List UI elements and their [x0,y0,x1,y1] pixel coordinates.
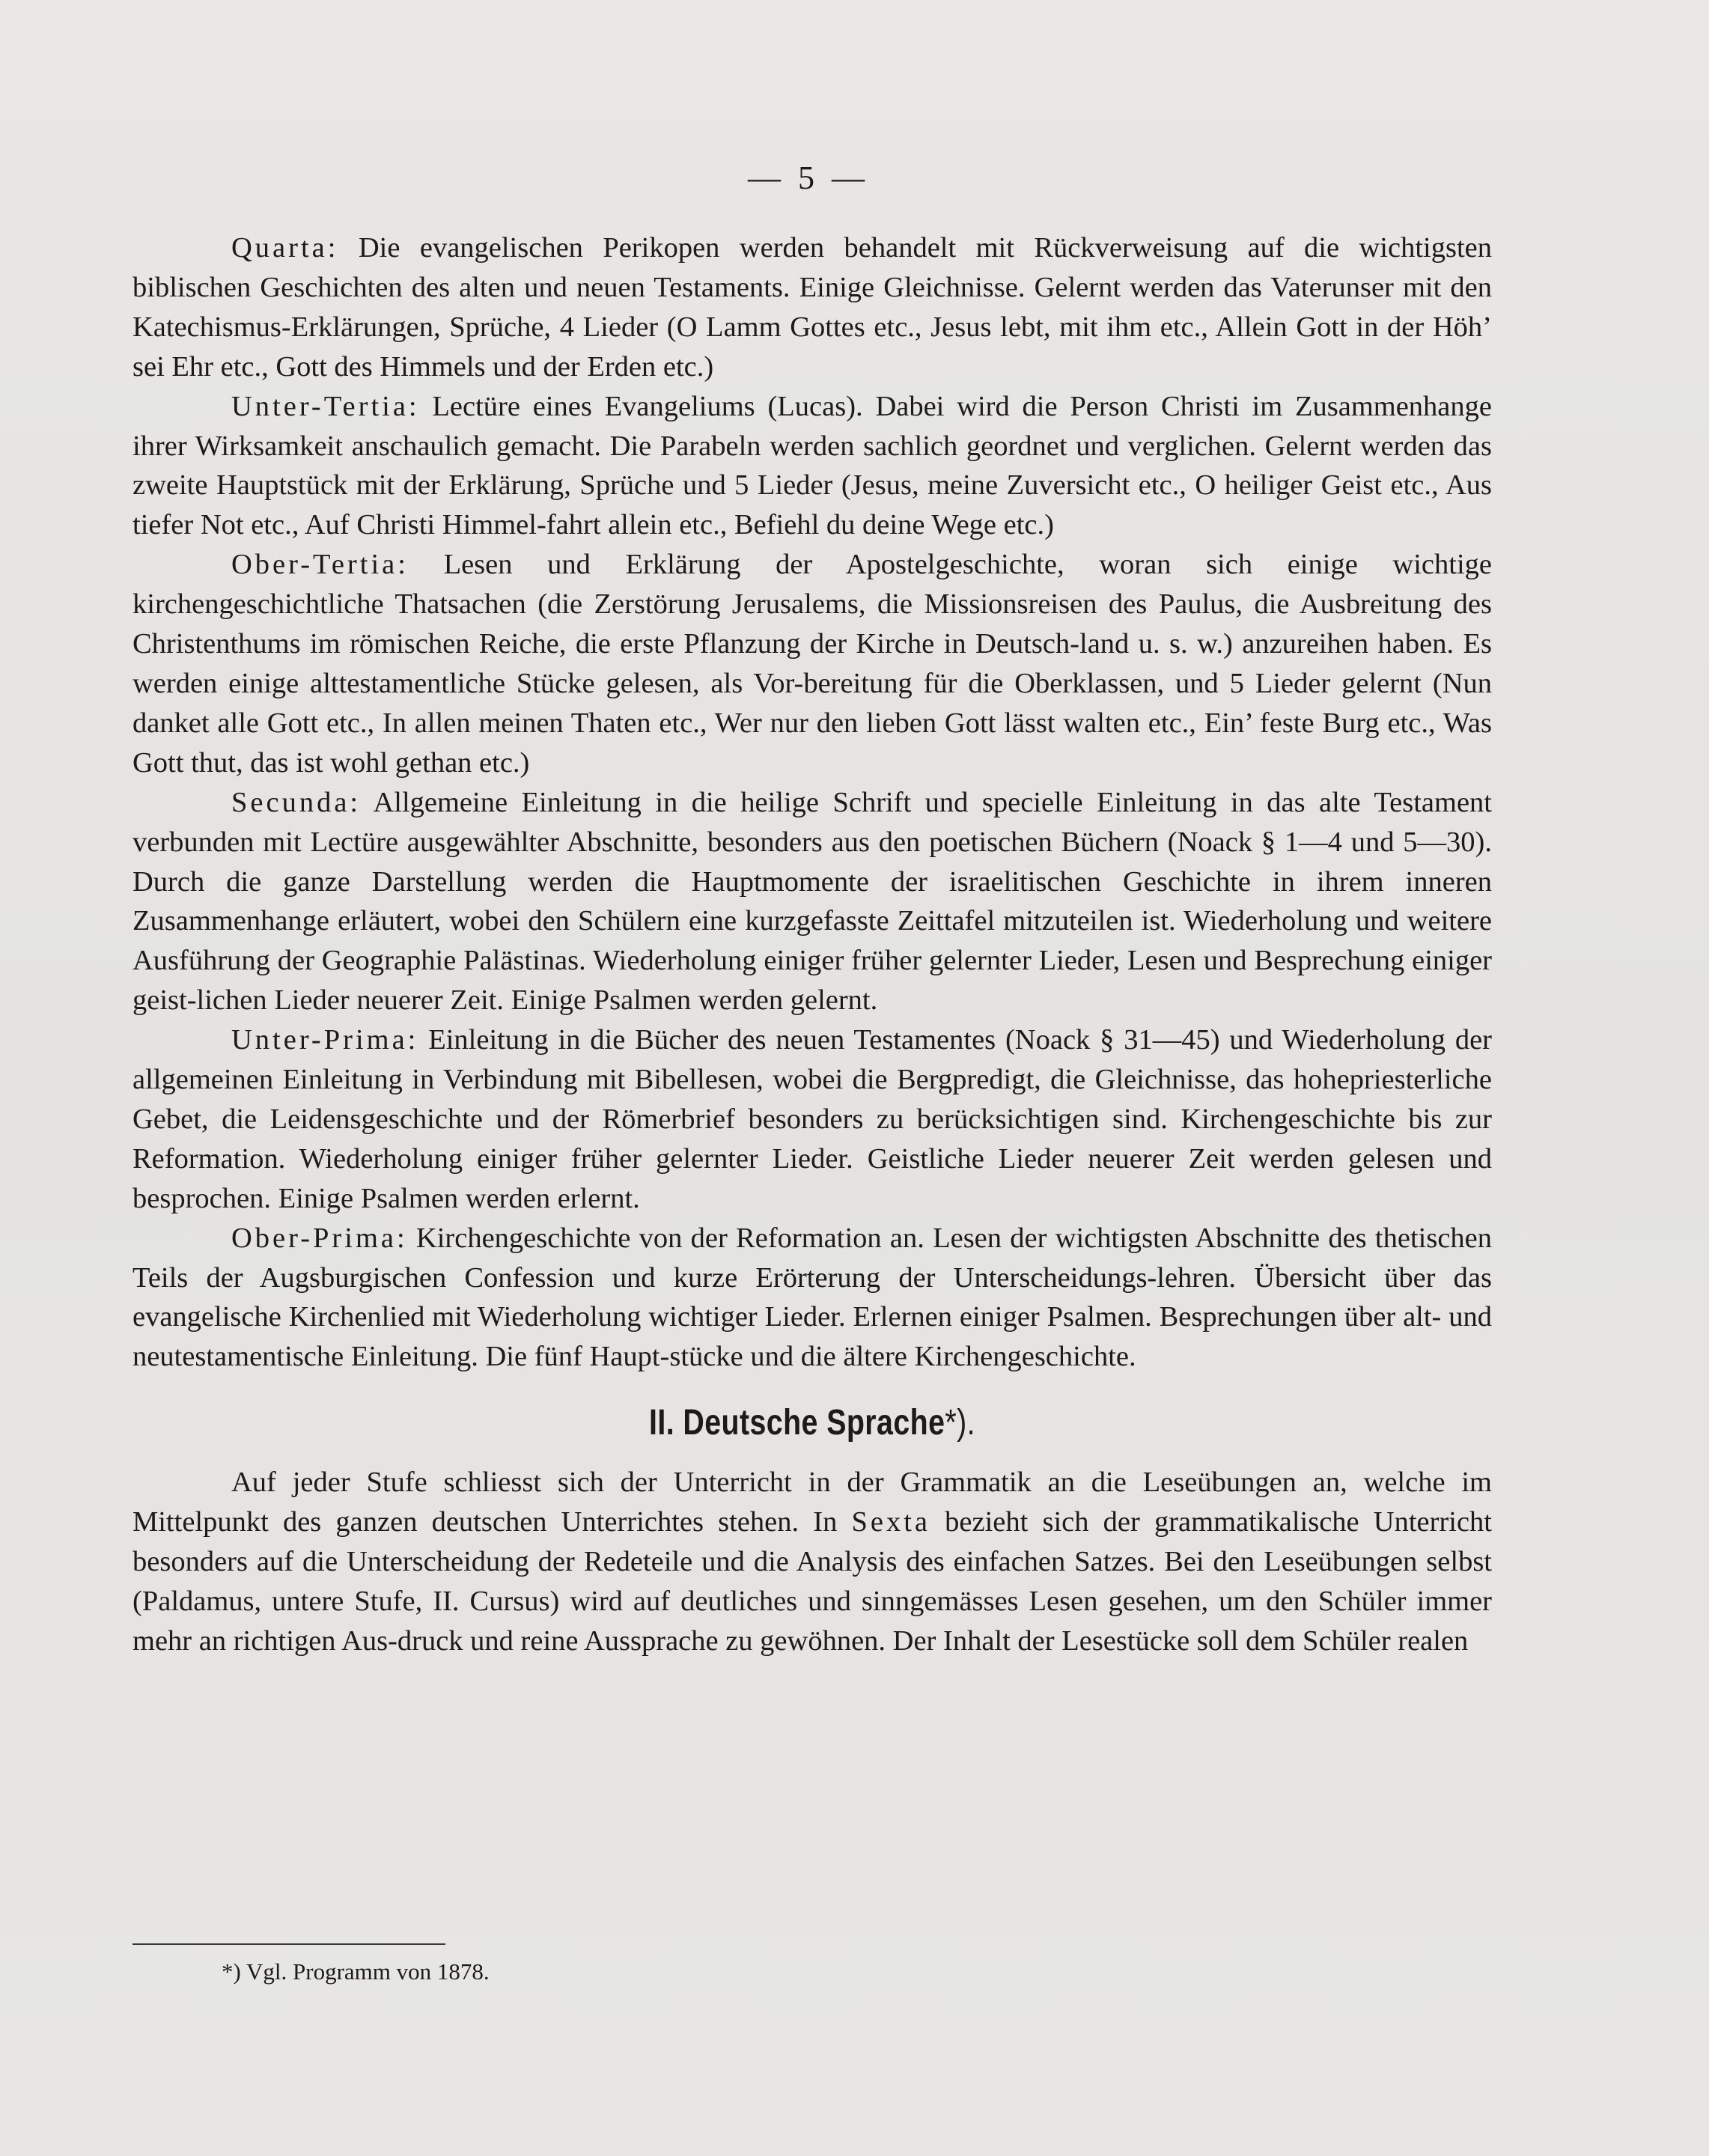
paragraph-ober-tertia [132,545,1492,782]
paragraph-unter-tertia [132,387,1492,546]
class-level-label: Ober-Prima: [231,1222,408,1254]
paragraph-text: bezieht sich der grammatikalische Unterricht besonders auf die Unterscheidung der Redeteile und die Analysis des einfachen Satzes. Bei den Leseübungen selbst (Paldamus, untere Stufe, II. Cursus) wird auf deutliches und sinngemässes Lesen gesehen, um den Schüler immer mehr an richtigen Aus-druck und reine Aussprache zu gewöhnen. Der Inhalt der Lesestücke soll dem Schüler realen [132,1506,1493,1657]
paragraph-text: Die evangelischen Perikopen werden behandelt mit Rückverweisung auf die wichtigsten biblischen Geschichten des alten und neuen Testaments. Einige Gleichnisse. Gelernt werden das Vaterunser mit den Katechismus-Erklärungen, Sprüche, 4 Lieder (O Lamm Gottes etc., Jesus lebt, mit ihm etc., Allein Gott in der Höh’ sei Ehr etc., Gott des Himmels und der Erden etc.) [132,232,1492,383]
paragraph-text: Einleitung in die Bücher des neuen Testamentes (Noack § 31—45) und Wiederholung der allgemeinen Einleitung in Verbindung mit Bibellesen, wobei die Bergpredigt, die Gleichnisse, das hohepriesterliche Gebet, die Leidensgeschichte und der Römerbrief besonders zu berücksichtigen sind. Kirchengeschichte bis zur Reformation. Wiederholung einiger früher gelernter Lieder. Geistliche Lieder neuerer Zeit werden gelesen und besprochen. Einige Psalmen werden erlernt. [132,1024,1492,1214]
paragraph-text: Lectüre eines Evangeliums (Lucas). Dabei wird die Person Christi im Zusammenhange ihrer Wirksamkeit anschaulich gemacht. Die Parabeln werden sachlich geordnet und verglichen. Gelernt werden das zweite Hauptstück mit der Erklärung, Sprüche und 5 Lieder (Jesus, meine Zuversicht etc., O heiliger Geist etc., Aus tiefer Not etc., Auf Christi Himmel-fahrt allein etc., Befiehl du deine Wege etc.) [132,390,1492,541]
paragraph-quarta [132,228,1492,387]
main-text [132,228,1492,1661]
section-heading [255,1401,1369,1446]
class-level-label: Ober-Tertia: [231,549,409,581]
paragraph-text: Lesen und Erklärung der Apostelgeschichte, woran sich einige wichtige kirchengeschichtliche Thatsachen (die Zerstörung Jerusalems, die Missionsreisen des Paulus, die Ausbreitung des Christenthums im römischen Reiche, die erste Pflanzung der Kirche in Deutsch-land u. s. w.) anzureihen haben. Es werden einige alttestamentliche Stücke gelesen, als Vor-bereitung für die Oberklassen, und 5 Lieder gelernt (Nun danket alle Gott etc., In allen meinen Thaten etc., Wer nur den lieben Gott lässt walten etc., Ein’ feste Burg etc., Was Gott thut, das ist wohl gethan etc.) [132,549,1492,779]
footnote-divider [132,1943,445,1945]
class-level-label: Quarta: [231,232,339,264]
section-heading-text: II. Deutsche Sprache [649,1403,945,1443]
paragraph-deutsch-intro [132,1463,1492,1661]
paragraph-text: Kirchengeschichte von der Reformation an. Lesen der wichtigsten Abschnitte des thetischen Teils der Augsburgischen Confession und kurze Erörterung der Unterscheidungs-lehren. Übersicht über das evangelische Kirchenlied mit Wiederholung wichtiger Lieder. Erlernen einiger Psalmen. Besprechungen über alt- und neutestamentische Einleitung. Die fünf Haupt-stücke und die ältere Kirchengeschichte. [132,1222,1492,1373]
footnote: *) Vgl. Programm von 1878. [222,1958,490,1985]
class-level-label: Sexta [851,1506,931,1538]
paragraph-text: Auf jeder Stufe schliesst sich der Unterricht in der Grammatik an die Leseübungen an, welche im Mittelpunkt des ganzen deutschen Unterrichtes stehen. In [132,1467,1492,1538]
paragraph-ober-prima [132,1219,1492,1377]
class-level-label: Secunda: [231,786,362,818]
class-level-label: Unter-Prima: [231,1024,419,1056]
footnote-marker: *). [945,1403,975,1443]
page-number: — 5 — [748,159,869,196]
paragraph-secunda [132,783,1492,1020]
class-level-label: Unter-Tertia: [231,390,420,422]
paragraph-text: Allgemeine Einleitung in die heilige Schrift und specielle Einleitung in das alte Testament verbunden mit Lectüre ausgewählter Abschnitte, besonders aus den poetischen Büchern (Noack § 1—4 und 5—30). Durch die ganze Darstellung werden die Hauptmomente der israelitischen Geschichte in ihrem inneren Zusammenhange erläutert, wobei den Schülern eine kurzgefasste Zeittafel mitzuteilen ist. Wiederholung und weitere Ausführung der Geographie Palästinas. Wiederholung einiger früher gelernter Lieder, Lesen und Besprechung einiger geist-lichen Lieder neuerer Zeit. Einige Psalmen werden gelernt. [132,786,1492,1017]
paragraph-unter-prima [132,1020,1492,1219]
